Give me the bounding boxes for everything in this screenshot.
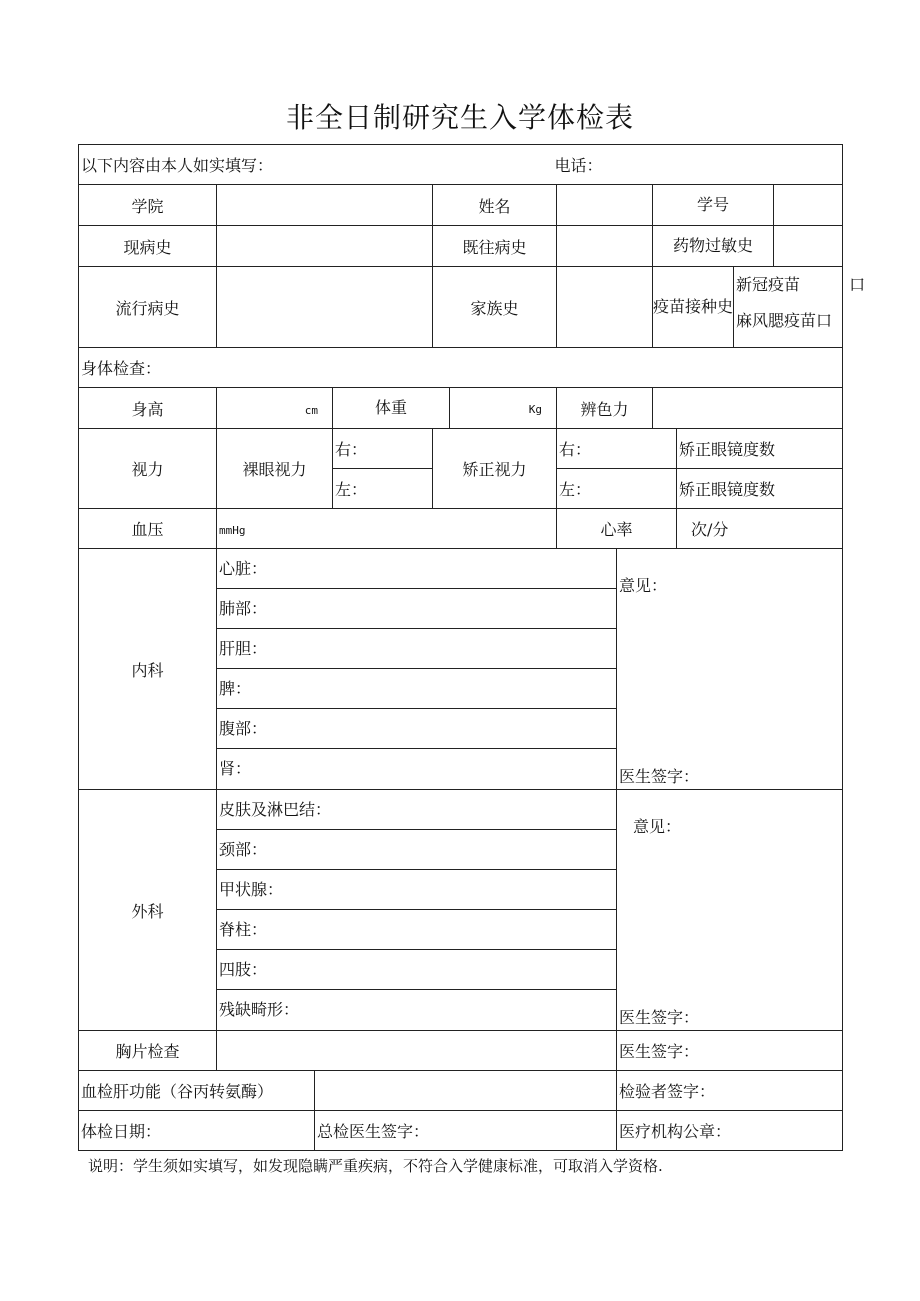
self-fill-row — [79, 145, 843, 185]
phone-label: 电话： — [554, 156, 603, 175]
heart-rate-field[interactable] — [677, 509, 843, 549]
chest-xray-label: 胸片检查 — [79, 1031, 217, 1071]
heart-field[interactable]: 心脏： — [217, 549, 616, 589]
height-unit: cm — [304, 403, 318, 417]
family-history-label: 家族史 — [433, 267, 557, 348]
exam-date-field[interactable]: 体检日期： — [79, 1111, 315, 1151]
limbs-field[interactable]: 四肢： — [217, 950, 616, 990]
health-exam-form — [78, 144, 866, 1151]
surgery-label: 外科 — [79, 790, 217, 1031]
height-field[interactable] — [217, 388, 333, 429]
surgery-signature-label: 医生签字： — [619, 1008, 700, 1027]
name-field[interactable] — [557, 185, 653, 226]
blood-pressure-field[interactable] — [217, 509, 557, 549]
color-vision-field[interactable] — [653, 388, 843, 429]
institution-seal[interactable]: 医疗机构公章： — [617, 1111, 843, 1151]
weight-label: 体重 — [333, 388, 450, 428]
current-illness-field[interactable] — [217, 226, 433, 267]
height-label: 身高 — [79, 388, 217, 429]
current-illness-label: 现病史 — [79, 226, 217, 267]
liver-function-label: 血检肝功能（谷丙转氨酶） — [79, 1071, 315, 1111]
page-title: 非全日制研究生入学体检表 — [285, 101, 634, 134]
naked-left-field[interactable]: 左： — [333, 469, 433, 509]
neck-field[interactable]: 颈部： — [217, 830, 616, 870]
chest-xray-signature[interactable]: 医生签字： — [617, 1031, 843, 1071]
naked-right-field[interactable]: 右： — [333, 429, 433, 469]
footnote: 说明：学生须如实填写，如发现隐瞒严重疾病，不符合入学健康标准，可取消入学资格. — [88, 1157, 663, 1175]
corrected-left-field[interactable]: 左： — [557, 469, 677, 509]
liver-function-field[interactable] — [315, 1071, 617, 1111]
spleen-field[interactable]: 脾： — [217, 669, 616, 709]
vaccine-covid-checkbox[interactable]: 口 — [849, 275, 866, 294]
blood-pressure-label: 血压 — [79, 509, 217, 549]
kidney-field[interactable]: 肾： — [219, 759, 252, 778]
weight-unit: Kg — [528, 403, 542, 416]
college-field[interactable] — [217, 185, 433, 226]
vision-label: 视力 — [79, 429, 217, 509]
naked-vision-label: 裸眼视力 — [217, 429, 333, 509]
surgery-items — [217, 790, 617, 1031]
corrected-right-field[interactable]: 右： — [557, 429, 677, 469]
surgery-opinion-label: 意见： — [633, 817, 682, 836]
internal-opinion-cell[interactable] — [617, 549, 843, 790]
student-id-cell — [653, 185, 843, 226]
heart-rate-label: 心率 — [557, 509, 677, 549]
internal-medicine-label: 内科 — [79, 549, 217, 790]
skin-lymph-field[interactable]: 皮肤及淋巴结： — [217, 790, 616, 830]
corrected-vision-label: 矫正视力 — [433, 429, 557, 509]
vaccine-mmr-label: 麻风腮疫苗 — [736, 311, 817, 330]
student-id-label: 学号 — [653, 185, 774, 225]
college-label: 学院 — [79, 185, 217, 226]
internal-signature-label: 医生签字： — [619, 767, 700, 786]
name-label: 姓名 — [433, 185, 557, 226]
vaccine-covid-label: 新冠疫苗 — [736, 275, 801, 294]
epidemic-label: 流行病史 — [79, 267, 217, 348]
internal-opinion-label: 意见： — [619, 576, 668, 595]
deformity-field[interactable]: 残缺畸形： — [219, 1000, 300, 1019]
weight-cell — [333, 388, 557, 429]
vaccine-mmr-option[interactable] — [736, 303, 865, 339]
hr-unit: 次/分 — [691, 520, 729, 539]
internal-medicine-items — [217, 549, 617, 790]
drug-allergy-field[interactable] — [774, 226, 842, 266]
lens-power-left[interactable]: 矫正眼镜度数 — [677, 469, 843, 509]
vaccine-covid-option[interactable] — [736, 267, 865, 303]
spine-field[interactable]: 脊柱： — [217, 910, 616, 950]
drug-allergy-cell — [653, 226, 843, 267]
physical-section-label: 身体检查： — [79, 348, 843, 388]
abdomen-field[interactable]: 腹部： — [217, 709, 616, 749]
epidemic-field[interactable] — [217, 267, 433, 348]
lab-signature[interactable]: 检验者签字： — [617, 1071, 843, 1111]
weight-field[interactable] — [450, 388, 556, 428]
liver-gallbladder-field[interactable]: 肝胆： — [217, 629, 616, 669]
past-illness-field[interactable] — [557, 226, 653, 267]
student-id-field[interactable] — [774, 185, 842, 225]
thyroid-field[interactable]: 甲状腺： — [217, 870, 616, 910]
vaccination-label: 疫苗接种史 — [653, 267, 734, 347]
self-fill-label: 以下内容由本人如实填写： — [81, 156, 274, 175]
family-history-field[interactable] — [557, 267, 653, 348]
vaccine-mmr-checkbox[interactable]: 口 — [816, 311, 833, 330]
surgery-opinion-cell[interactable] — [617, 790, 843, 1031]
color-vision-label: 辨色力 — [557, 388, 653, 429]
lens-power-right[interactable]: 矫正眼镜度数 — [677, 429, 843, 469]
vaccination-cell — [653, 267, 866, 348]
lung-field[interactable]: 肺部： — [217, 589, 616, 629]
past-illness-label: 既往病史 — [433, 226, 557, 267]
chief-doctor-signature[interactable]: 总检医生签字： — [315, 1111, 617, 1151]
drug-allergy-label: 药物过敏史 — [653, 226, 774, 266]
chest-xray-field[interactable] — [217, 1031, 617, 1071]
bp-unit: mmHg — [219, 524, 246, 537]
